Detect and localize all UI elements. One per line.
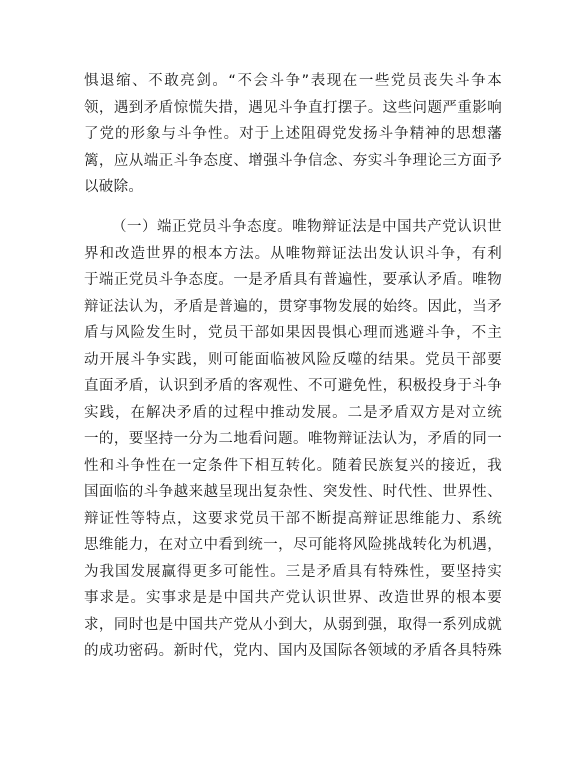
paragraph-line: 事求是。实事求是是中国共产党认识世界、改造世界的根本要	[84, 590, 502, 606]
paragraph-line: 盾与风险发生时，党员干部如果因畏惧心理而逃避斗争，不主	[84, 325, 502, 341]
paragraph-1	[84, 68, 502, 201]
paragraph-line: 思维能力，在对立中看到统一，尽可能将风险挑战转化为机遇，	[84, 537, 502, 553]
paragraph-line: 为我国发展赢得更多可能性。三是矛盾具有特殊性，要坚持实	[84, 563, 502, 580]
paragraph-line: （一）端正党员斗争态度。唯物辩证法是中国共产党认识世	[112, 219, 502, 235]
paragraph-line: 性和斗争性在一定条件下相互转化。随着民族复兴的接近，我	[84, 457, 502, 474]
paragraph-line: 求，同时也是中国共产党从小到大，从弱到强，取得一系列成就	[84, 616, 502, 633]
paragraph-line: 了党的形象与斗争性。对于上述阻碍党发扬斗争精神的思想藩	[84, 126, 502, 142]
paragraph-line: 界和改造世界的根本方法。从唯物辩证法出发认识斗争，有利	[84, 245, 502, 262]
paragraph-line: 直面矛盾，认识到矛盾的客观性、不可避免性，积极投身于斗争	[84, 378, 502, 394]
paragraph-line: 辩证法认为，矛盾是普遍的，贯穿事物发展的始终。因此，当矛	[84, 298, 502, 315]
paragraph-line: 以破除。	[84, 179, 144, 195]
paragraph-line: 篱，应从端正斗争态度、增强斗争信念、夯实斗争理论三方面予	[84, 152, 502, 169]
paragraph-line: 动开展斗争实践，则可能面临被风险反噬的结果。党员干部要	[84, 351, 502, 368]
paragraph-line: 于端正党员斗争态度。一是矛盾具有普遍性，要承认矛盾。唯物	[84, 272, 502, 288]
paragraph-line: 国面临的斗争越来越呈现出复杂性、突发性、时代性、世界性、	[84, 484, 502, 500]
paragraph-line: 的成功密码。新时代，党内、国内及国际各领域的矛盾各具特殊	[84, 643, 502, 659]
paragraph-line: 辩证性等特点，这要求党员干部不断提高辩证思维能力、系统	[84, 510, 502, 527]
paragraph-line: 惧退缩、不敢亮剑。“不会斗争”表现在一些党员丧失斗争本	[84, 73, 502, 89]
paragraph-line: 领，遇到矛盾惊慌失措，遇见斗争直打摆子。这些问题严重影响	[84, 99, 502, 116]
paragraph-line: 一的，要坚持一分为二地看问题。唯物辩证法认为，矛盾的同一	[84, 431, 502, 447]
paragraph-2	[84, 214, 502, 665]
paragraph-line: 实践，在解决矛盾的过程中推动发展。二是矛盾双方是对立统	[84, 404, 502, 421]
